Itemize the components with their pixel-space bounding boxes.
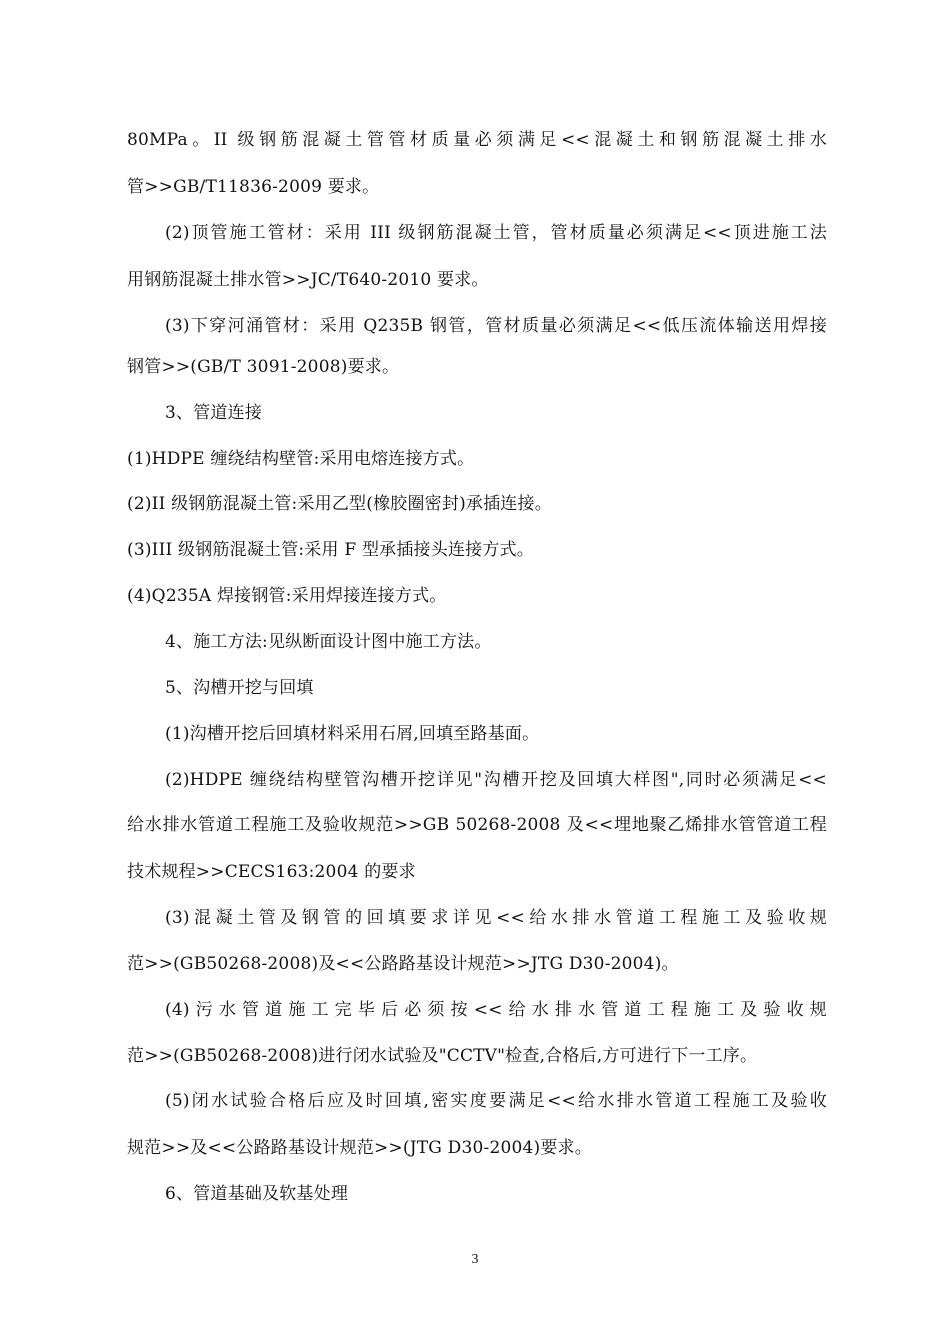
page-number: 3 bbox=[471, 1252, 479, 1267]
text-line: (4)Q235A 焊接钢管:采用焊接连接方式。 bbox=[127, 586, 447, 606]
text-line: (2)顶管施工管材：采用 III 级钢筋混凝土管，管材质量必须满足<<顶进施工法 bbox=[165, 223, 827, 243]
text-line: (4)污水管道施工完毕后必须按<<给水排水管道工程施工及验收规 bbox=[165, 1000, 827, 1020]
text-line: 钢管>>(GB/T 3091-2008)要求。 bbox=[127, 357, 400, 377]
text-line: (2)II 级钢筋混凝土管:采用乙型(橡胶圈密封)承插连接。 bbox=[127, 494, 552, 514]
text-line: 用钢筋混凝土排水管>>JC/T640-2010 要求。 bbox=[127, 270, 489, 290]
text-line: (1)HDPE 缠绕结构壁管:采用电熔连接方式。 bbox=[127, 449, 475, 469]
text-line: (5)闭水试验合格后应及时回填,密实度要满足<<给水排水管道工程施工及验收 bbox=[165, 1091, 827, 1111]
text-line: (1)沟槽开挖后回填材料采用石屑,回填至路基面。 bbox=[165, 724, 540, 744]
text-line: (3)下穿河涌管材：采用 Q235B 钢管，管材质量必须满足<<低压流体输送用焊接 bbox=[165, 316, 827, 336]
text-line: 管>>GB/T11836-2009 要求。 bbox=[127, 177, 380, 197]
text-line: (2)HDPE 缠绕结构壁管沟槽开挖详见"沟槽开挖及回填大样图",同时必须满足<< bbox=[165, 770, 827, 790]
text-line: 技术规程>>CECS163:2004 的要求 bbox=[127, 862, 416, 882]
section-heading: 5、沟槽开挖与回填 bbox=[165, 678, 314, 698]
text-line: 范>>(GB50268-2008)进行闭水试验及"CCTV"检查,合格后,方可进行下一工序。 bbox=[127, 1046, 758, 1066]
section-heading: 6、管道基础及软基处理 bbox=[165, 1184, 349, 1204]
text-line: (3)混凝土管及钢管的回填要求详见<<给水排水管道工程施工及验收规 bbox=[165, 908, 827, 928]
text-line: 80MPa。II 级钢筋混凝土管管材质量必须满足<<混凝土和钢筋混凝土排水 bbox=[127, 130, 827, 150]
section-heading: 3、管道连接 bbox=[165, 403, 263, 423]
section-heading: 4、施工方法:见纵断面设计图中施工方法。 bbox=[165, 632, 492, 652]
text-line: 规范>>及<<公路路基设计规范>>(JTG D30-2004)要求。 bbox=[127, 1138, 592, 1158]
text-line: (3)III 级钢筋混凝土管:采用 F 型承插接头连接方式。 bbox=[127, 540, 534, 560]
text-line: 范>>(GB50268-2008)及<<公路路基设计规范>>JTG D30-2004)。 bbox=[127, 954, 679, 974]
text-line: 给水排水管道工程施工及验收规范>>GB 50268-2008 及<<埋地聚乙烯排水管管道工程 bbox=[127, 815, 827, 835]
